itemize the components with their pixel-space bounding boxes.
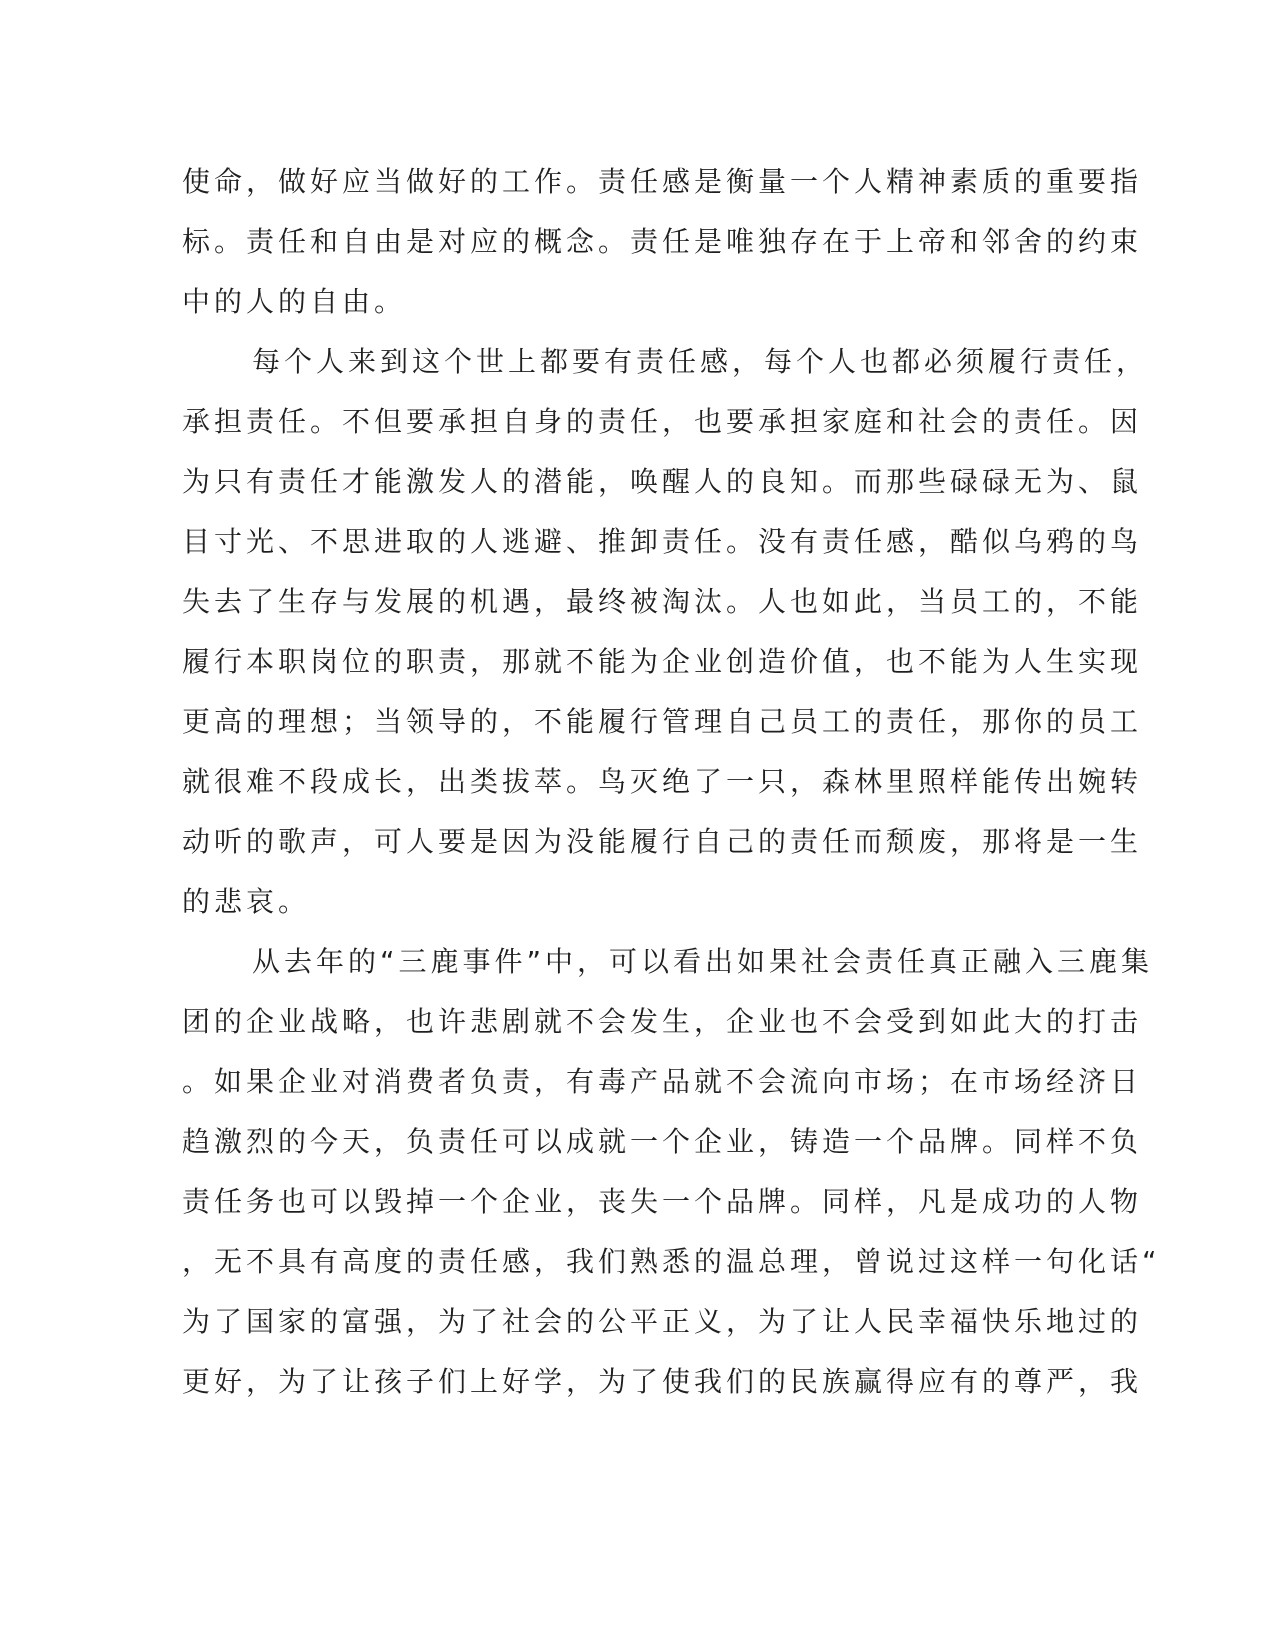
text-line: 为只有责任才能激发人的潜能，唤醒人的良知。而那些碌碌无为、鼠 bbox=[182, 465, 1143, 498]
text-line: 更高的理想；当领导的，不能履行管理自己员工的责任，那你的员工 bbox=[182, 705, 1143, 738]
text-line: 责任务也可以毁掉一个企业，丧失一个品牌。同样，凡是成功的人物 bbox=[182, 1185, 1143, 1218]
paragraph-3 bbox=[182, 932, 1161, 1412]
text-line: 就很难不段成长，出类拔萃。鸟灭绝了一只，森林里照样能传出婉转 bbox=[182, 765, 1143, 798]
text-line: 中的人的自由。 bbox=[182, 285, 407, 318]
text-line: 趋激烈的今天，负责任可以成就一个企业，铸造一个品牌。同样不负 bbox=[182, 1125, 1143, 1158]
text-line: ，无不具有高度的责任感，我们熟悉的温总理，曾说过这样一句化话“ bbox=[182, 1245, 1161, 1278]
text-line: 履行本职岗位的职责，那就不能为企业创造价值，也不能为人生实现 bbox=[182, 645, 1143, 678]
text-line: 团的企业战略，也许悲剧就不会发生，企业也不会受到如此大的打击 bbox=[182, 1005, 1143, 1038]
text-line: 承担责任。不但要承担自身的责任，也要承担家庭和社会的责任。因 bbox=[182, 405, 1143, 438]
text-line: 更好，为了让孩子们上好学，为了使我们的民族赢得应有的尊严，我 bbox=[182, 1365, 1143, 1398]
text-line: 动听的歌声，可人要是因为没能履行自己的责任而颓废，那将是一生 bbox=[182, 825, 1143, 858]
text-line: 标。责任和自由是对应的概念。责任是唯独存在于上帝和邻舍的约束 bbox=[182, 225, 1143, 258]
text-line: 目寸光、不思进取的人逃避、推卸责任。没有责任感，酷似乌鸦的鸟 bbox=[182, 525, 1143, 558]
text-line: 。如果企业对消费者负责，有毒产品就不会流向市场；在市场经济日 bbox=[182, 1065, 1143, 1098]
text-line: 从去年的“三鹿事件”中，可以看出如果社会责任真正融入三鹿集 bbox=[252, 945, 1154, 978]
text-line: 每个人来到这个世上都要有责任感，每个人也都必须履行责任， bbox=[252, 345, 1149, 378]
body-text bbox=[182, 152, 1161, 1412]
text-line: 失去了生存与发展的机遇，最终被淘汰。人也如此，当员工的，不能 bbox=[182, 585, 1143, 618]
text-line: 的悲哀。 bbox=[182, 885, 311, 918]
paragraph-1 bbox=[182, 152, 1143, 332]
paragraph-2 bbox=[182, 332, 1149, 932]
text-line: 为了国家的富强，为了社会的公平正义，为了让人民幸福快乐地过的 bbox=[182, 1305, 1143, 1338]
text-line: 使命，做好应当做好的工作。责任感是衡量一个人精神素质的重要指 bbox=[182, 165, 1143, 198]
